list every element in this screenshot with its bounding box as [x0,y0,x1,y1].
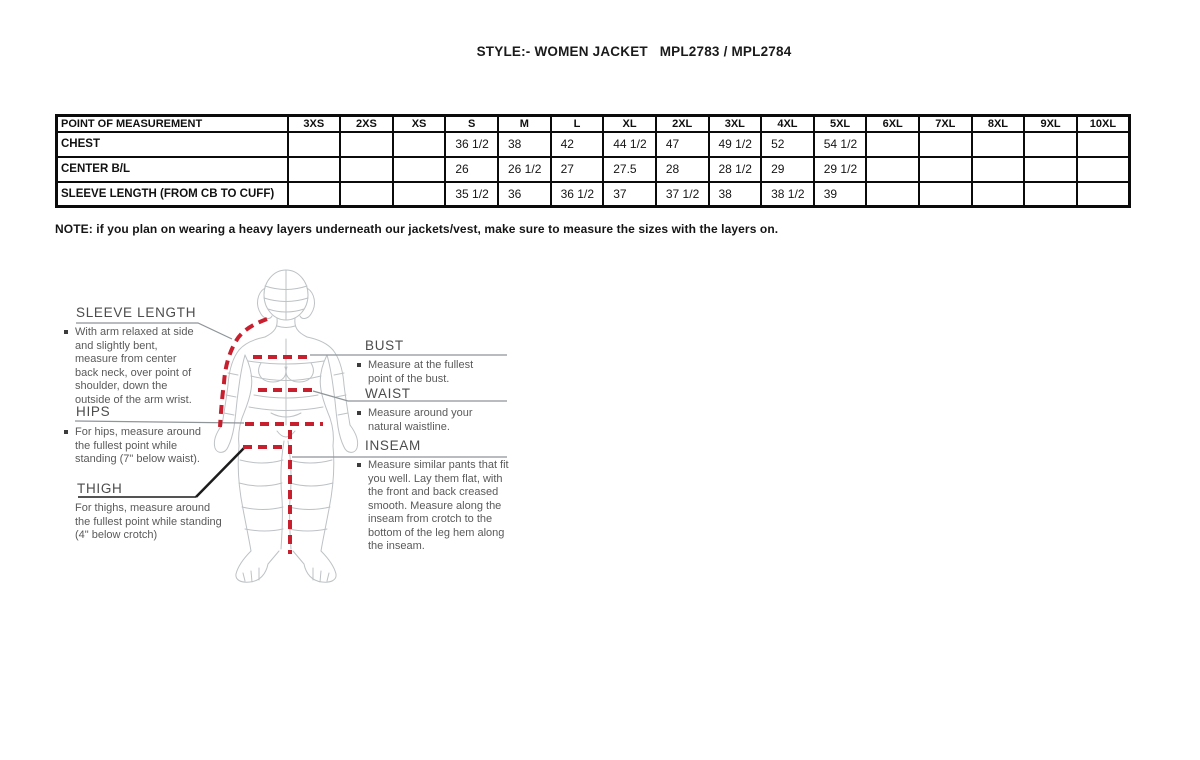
size-value-cell: 49 1/2 [709,132,762,157]
measurement-label: SLEEVE LENGTH (FROM CB TO CUFF) [57,182,288,207]
size-value-cell: 38 [498,132,551,157]
size-column-header: XL [603,116,656,132]
size-chart-table [55,114,1131,208]
measurement-row [57,132,1130,157]
size-value-cell [1024,132,1077,157]
size-value-cell: 44 1/2 [603,132,656,157]
size-value-cell: 38 [709,182,762,207]
bullet-marker [357,363,361,367]
size-value-cell [972,157,1025,182]
note-text: NOTE: if you plan on wearing a heavy layers underneath our jackets/vest, make sure to measure the sizes with the layers on. [55,222,779,236]
size-value-cell: 36 [498,182,551,207]
size-value-cell: 29 1/2 [814,157,867,182]
size-value-cell: 54 1/2 [814,132,867,157]
size-value-cell: 39 [814,182,867,207]
size-value-cell: 38 1/2 [761,182,814,207]
size-value-cell [1077,182,1130,207]
guide-heading-waist: WAIST [365,386,411,401]
page-title: STYLE:- WOMEN JACKET MPL2783 / MPL2784 [476,44,792,59]
bullet-marker [64,430,68,434]
size-value-cell [919,182,972,207]
size-value-cell: 52 [761,132,814,157]
measurement-dash-lines [220,319,323,554]
size-value-cell [340,132,393,157]
guide-text-inseam: Measure similar pants that fit you well. Lay them flat, with the front and back creased smooth. Measure along the inseam from crotch to the bottom of the leg hem along the inseam. [368,459,513,554]
size-value-cell: 47 [656,132,709,157]
bullet-marker [357,463,361,467]
size-value-cell: 27.5 [603,157,656,182]
measurement-row [57,182,1130,207]
size-column-header: M [498,116,551,132]
size-value-cell: 29 [761,157,814,182]
size-column-header: 7XL [919,116,972,132]
measurement-label: CHEST [57,132,288,157]
size-value-cell [866,182,919,207]
size-column-header: 10XL [1077,116,1130,132]
size-value-cell [288,182,341,207]
size-value-cell: 28 1/2 [709,157,762,182]
size-column-header: 3XL [709,116,762,132]
size-value-cell: 37 1/2 [656,182,709,207]
size-column-header: 3XS [288,116,341,132]
guide-text-thigh: For thighs, measure around the fullest point while standing (4" below crotch) [75,502,222,541]
sleeve-measure-line [220,319,267,427]
size-value-cell [340,157,393,182]
measurement-diagram [55,255,525,600]
size-value-cell: 37 [603,182,656,207]
size-column-header: 2XS [340,116,393,132]
size-value-cell: 27 [551,157,604,182]
size-column-header: L [551,116,604,132]
size-value-cell [919,132,972,157]
bullet-marker [357,411,361,415]
size-column-header: 5XL [814,116,867,132]
size-column-header: 9XL [1024,116,1077,132]
guide-heading-thigh: THIGH [77,481,123,496]
size-value-cell: 35 1/2 [445,182,498,207]
size-value-cell: 36 1/2 [551,182,604,207]
size-column-header: 8XL [972,116,1025,132]
size-column-header: S [445,116,498,132]
guide-text-sleeve-length: With arm relaxed at side and slightly bent, measure from center back neck, over point of shoulder, down the outside of the arm wrist. [75,326,200,407]
size-value-cell [972,182,1025,207]
size-value-cell [972,132,1025,157]
guide-heading-inseam: INSEAM [365,438,421,453]
size-column-header: 4XL [761,116,814,132]
size-value-cell: 28 [656,157,709,182]
column-header-pom: POINT OF MEASUREMENT [57,116,288,132]
size-value-cell: 26 [445,157,498,182]
guide-heading-bust: BUST [365,338,404,353]
size-value-cell [1024,157,1077,182]
size-value-cell [866,157,919,182]
guide-text-bust: Measure at the fullest point of the bust. [368,359,498,386]
size-value-cell [393,157,446,182]
size-value-cell [340,182,393,207]
size-column-header: 2XL [656,116,709,132]
size-header-row [57,116,1130,132]
bullet-marker [64,330,68,334]
guide-heading-sleeve-length: SLEEVE LENGTH [76,305,197,320]
measurement-label: CENTER B/L [57,157,288,182]
size-value-cell [866,132,919,157]
size-value-cell: 26 1/2 [498,157,551,182]
size-value-cell [1077,132,1130,157]
size-value-cell [919,157,972,182]
size-value-cell [288,157,341,182]
size-value-cell: 36 1/2 [445,132,498,157]
measurement-row [57,157,1130,182]
size-value-cell [1077,157,1130,182]
size-column-header: XS [393,116,446,132]
body-wireframe [214,270,357,582]
size-value-cell [393,182,446,207]
size-column-header: 6XL [866,116,919,132]
size-value-cell [393,132,446,157]
size-value-cell: 42 [551,132,604,157]
guide-text-waist: Measure around your natural waistline. [368,407,490,434]
size-value-cell [1024,182,1077,207]
size-value-cell [288,132,341,157]
guide-text-hips: For hips, measure around the fullest point while standing (7" below waist). [75,426,207,467]
guide-heading-hips: HIPS [76,404,111,419]
